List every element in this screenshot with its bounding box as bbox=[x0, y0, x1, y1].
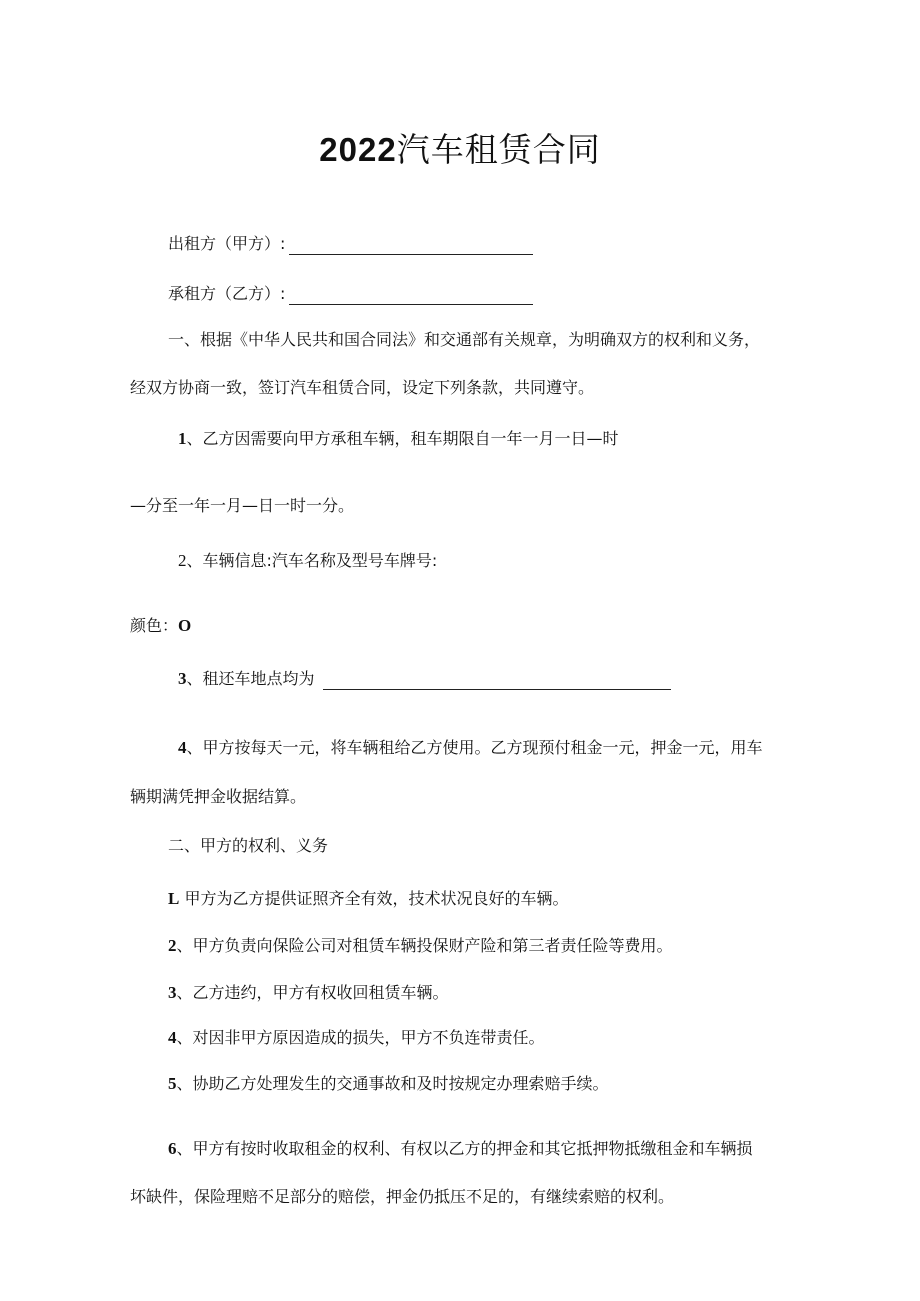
lessor-label: 出租方（甲方）: bbox=[168, 234, 286, 253]
right-6-number: 6 bbox=[168, 1139, 177, 1158]
right-5-number: 5 bbox=[168, 1074, 177, 1093]
lessee-blank bbox=[289, 288, 533, 305]
item-1-number: 1 bbox=[178, 429, 187, 448]
page-title bbox=[0, 128, 920, 172]
item-4-line-1 bbox=[178, 737, 763, 759]
right-6-text: 、甲方有按时收取租金的权利、有权以乙方的押金和其它抵押物抵缴租金和车辆损 bbox=[176, 1139, 753, 1158]
item-1-line-1 bbox=[178, 428, 619, 450]
right-4-number: 4 bbox=[168, 1028, 177, 1047]
color-value: O bbox=[178, 616, 192, 635]
item-1-text: 、乙方因需要向甲方承租车辆，租车期限自一年一月一日—时 bbox=[186, 429, 619, 448]
title-text: 汽车租赁合同 bbox=[396, 130, 601, 169]
item-2-text: 、车辆信息:汽车名称及型号车牌号: bbox=[186, 551, 438, 570]
right-3-number: 3 bbox=[168, 983, 177, 1002]
right-2-text: 、甲方负责向保险公司对租赁车辆投保财产险和第三者责任险等费用。 bbox=[176, 936, 673, 955]
section-2-heading: 二、甲方的权利、义务 bbox=[168, 836, 329, 855]
lessor-blank bbox=[289, 238, 533, 255]
item-2-line bbox=[178, 550, 437, 572]
color-line bbox=[130, 615, 191, 637]
item-4-text: 、甲方按每天一元，将车辆租给乙方使用。乙方现预付租金一元，押金一元，用车 bbox=[186, 738, 763, 757]
right-4-line bbox=[168, 1027, 545, 1049]
item-1-line-2: —分至一年一月—日一时一分。 bbox=[130, 496, 355, 515]
right-3-text: 、乙方违约，甲方有权收回租赁车辆。 bbox=[176, 983, 449, 1002]
item-2-number: 2 bbox=[178, 551, 187, 570]
right-1-number: L bbox=[168, 889, 180, 908]
item-3-text: 、租还车地点均为 bbox=[186, 669, 315, 688]
right-2-number: 2 bbox=[168, 936, 177, 955]
title-year: 2022 bbox=[319, 131, 397, 168]
right-5-text: 、协助乙方处理发生的交通事故和及时按规定办理索赔手续。 bbox=[176, 1074, 609, 1093]
right-6-line-2: 坏缺件，保险理赔不足部分的赔偿，押金仍抵压不足的，有继续索赔的权利。 bbox=[130, 1187, 675, 1206]
right-2-line bbox=[168, 935, 673, 957]
lessee-line bbox=[168, 283, 533, 305]
right-5-line bbox=[168, 1073, 609, 1095]
lessee-label: 承租方（乙方）: bbox=[168, 284, 286, 303]
intro-line-1: 一、根据《中华人民共和国合同法》和交通部有关规章，为明确双方的权利和义务， bbox=[168, 330, 761, 349]
item-3-blank bbox=[323, 673, 671, 690]
right-6-line-1 bbox=[168, 1138, 753, 1160]
lessor-line bbox=[168, 233, 533, 255]
color-label: 颜色： bbox=[130, 616, 179, 635]
right-3-line bbox=[168, 982, 449, 1004]
item-3-number: 3 bbox=[178, 669, 187, 688]
item-4-number: 4 bbox=[178, 738, 187, 757]
right-4-text: 、对因非甲方原因造成的损失，甲方不负连带责任。 bbox=[176, 1028, 545, 1047]
item-3-line bbox=[178, 668, 671, 690]
item-4-line-2: 辆期满凭押金收据结算。 bbox=[130, 787, 307, 806]
intro-line-2: 经双方协商一致，签订汽车租赁合同，设定下列条款，共同遵守。 bbox=[130, 378, 595, 397]
right-1-text: 甲方为乙方提供证照齐全有效，技术状况良好的车辆。 bbox=[184, 889, 569, 908]
right-1-line bbox=[168, 888, 568, 910]
